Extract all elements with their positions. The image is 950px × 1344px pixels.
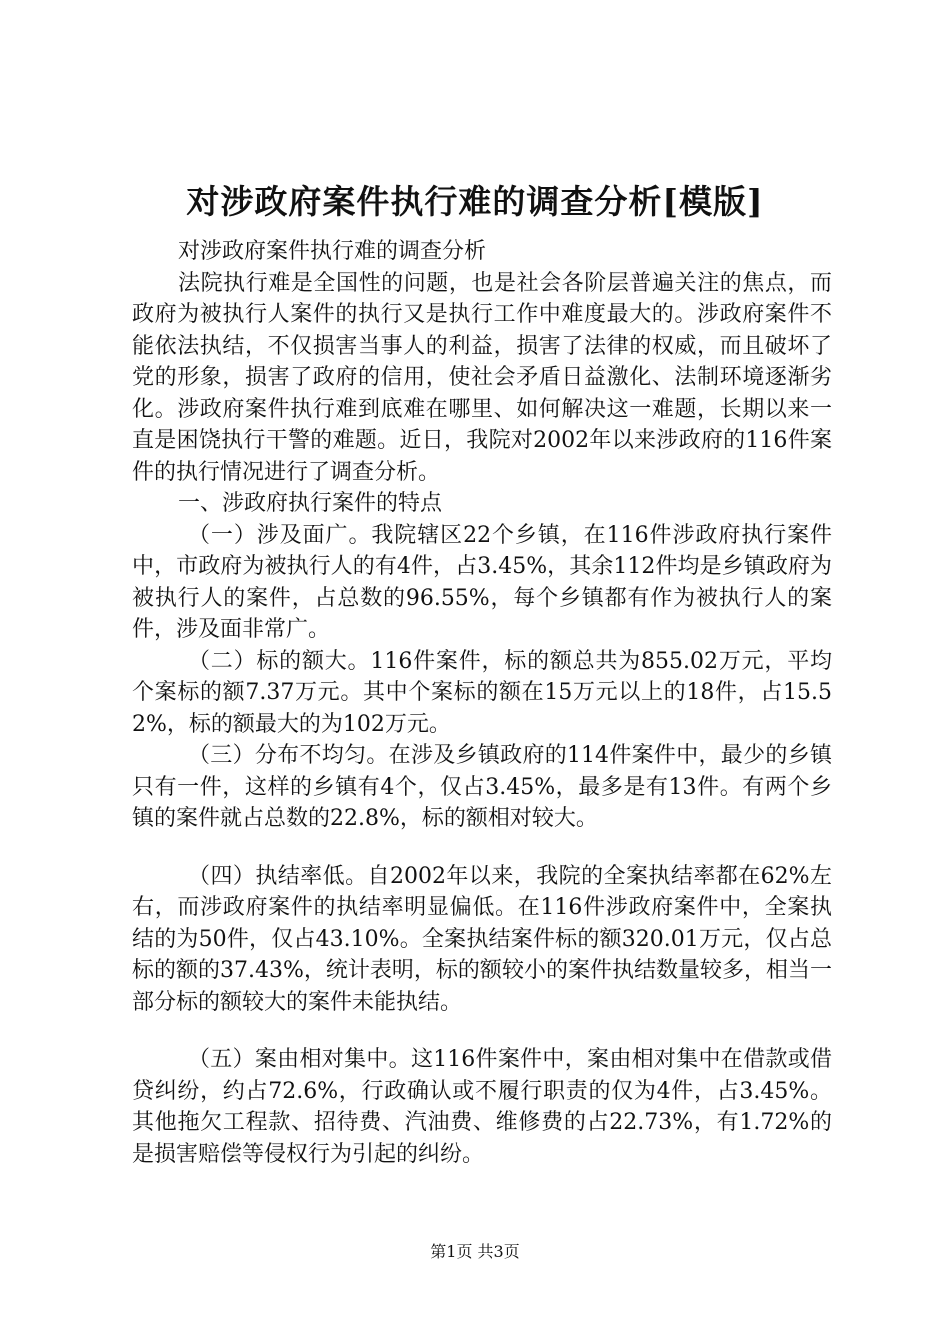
section-heading-characteristics: 一、涉政府执行案件的特点 — [178, 491, 443, 516]
document-body — [132, 236, 832, 1170]
page-number-footer: 第1页 共3页 — [430, 1242, 520, 1261]
paragraph-point-2: （二）标的额大。116件案件，标的额总共为855.02万元，平均个案标的额7.37万元。其中个案标的额在15万元以上的18件，占15.52%，标的额最大的为102万元。 — [132, 648, 832, 737]
document-subtitle: 对涉政府案件执行难的调查分析 — [178, 239, 487, 264]
document-title: 对涉政府案件执行难的调查分析[模版] — [186, 182, 764, 221]
paragraph-point-1: （一）涉及面广。我院辖区22个乡镇，在116件涉政府执行案件中，市政府为被执行人的有4件，占3.45%，其余112件均是乡镇政府为被执行人的案件，占总数的96.55%，每个乡镇都有作为被执行人的案件，涉及面非常广。 — [132, 522, 832, 642]
paragraph-point-5: （五）案由相对集中。这116件案件中，案由相对集中在借款或借贷纠纷，约占72.6%，行政确认或不履行职责的仅为4件，占3.45%。其他拖欠工程款、招待费、汽油费、维修费的占22.73%，有1.72%的是损害赔偿等侵权行为引起的纠纷。 — [132, 1047, 832, 1167]
paragraph-point-4: （四）执结率低。自2002年以来，我院的全案执结率都在62%左右，而涉政府案件的执结率明显偏低。在116件涉政府案件中，全案执结的为50件，仅占43.10%。全案执结案件标的额320.01万元，仅占总标的额的37.43%，统计表明，标的额较小的案件执结数量较多，相当一部分标的额较大的案件未能执结。 — [132, 863, 832, 1015]
paragraph-point-3: （三）分布不均匀。在涉及乡镇政府的114件案件中，最少的乡镇只有一件，这样的乡镇有4个，仅占3.45%，最多是有13件。有两个乡镇的案件就占总数的22.8%，标的额相对较大。 — [132, 743, 832, 831]
paragraph-intro: 法院执行难是全国性的问题，也是社会各阶层普遍关注的焦点，而政府为被执行人案件的执行又是执行工作中难度最大的。涉政府案件不能依法执结，不仅损害当事人的利益，损害了法律的权威，而且破坏了党的形象，损害了政府的信用，使社会矛盾日益激化、法制环境逐渐劣化。涉政府案件执行难到底难在哪里、如何解决这一难题，长期以来一直是困饶执行干警的难题。近日，我院对2002年以来涉政府的116件案件的执行情况进行了调查分析。 — [132, 270, 832, 485]
